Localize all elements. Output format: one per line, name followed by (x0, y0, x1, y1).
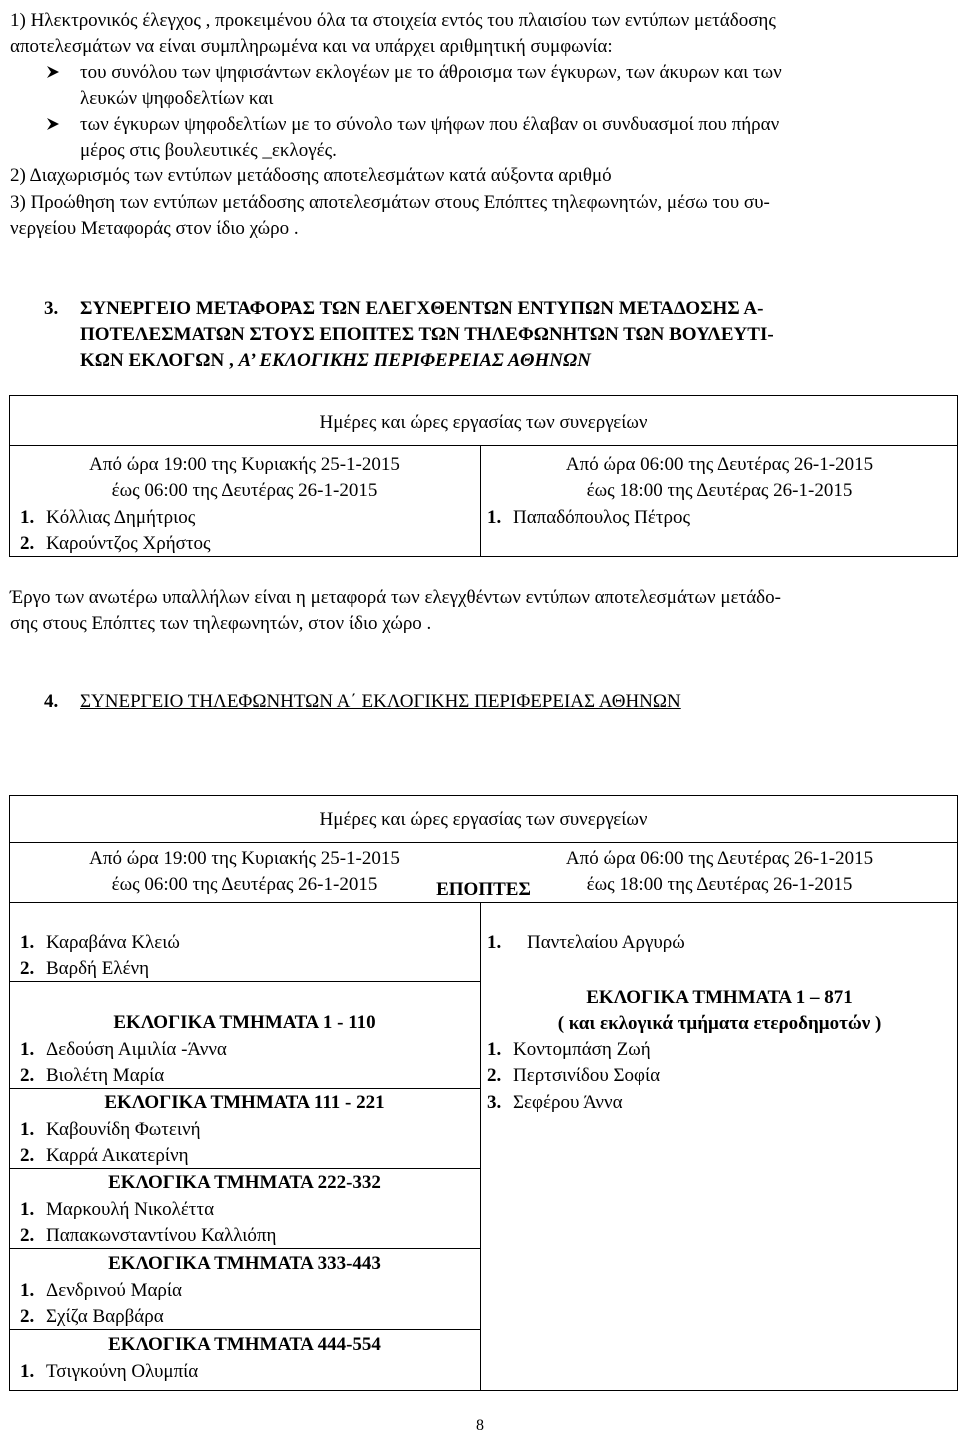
right-group-heading1: ΕΚΛΟΓΙΚΑ ΤΜΗΜΑΤΑ 1 – 871 (586, 987, 853, 1008)
section4-subheader-divider (9, 902, 958, 903)
section3-right-time1: Από ώρα 06:00 της Δευτέρας 26-1-2015 (565, 454, 874, 475)
list-item (20, 505, 195, 530)
person-name: Κοντομπάση Ζωή (513, 1039, 651, 1060)
person-name: Μαρκουλή Νικολέττα (46, 1199, 215, 1220)
list-number: 2. (20, 533, 35, 554)
person-name: Καρρά Αικατερίνη (46, 1145, 189, 1166)
list-item (487, 1063, 660, 1088)
list-item (20, 1063, 164, 1088)
list-number: 1. (20, 932, 35, 953)
left-divider (9, 1329, 480, 1330)
item2: 2) Διαχωρισμός των εντύπων μετάδοσης αποτελεσμάτων κατά αύξοντα αριθμό (10, 165, 612, 186)
left-divider (9, 1248, 480, 1249)
section3-table-header: Ημέρες και ώρες εργασίας των συνεργείων (319, 412, 648, 433)
section4-left-time2: έως 06:00 της Δευτέρας 26-1-2015 (111, 874, 378, 895)
bullet1 (46, 60, 60, 85)
list-item (20, 930, 180, 955)
person-name: Βιολέτη Μαρία (46, 1065, 165, 1086)
bullet1-line1: του συνόλου των ψηφισάντων εκλογέων με το άθροισμα των έγκυρων, των άκυρων και των (80, 62, 782, 83)
person-name: Σχίζα Βαρβάρα (46, 1306, 164, 1327)
section4-right-time1: Από ώρα 06:00 της Δευτέρας 26-1-2015 (565, 848, 874, 869)
section4-table-header: Ημέρες και ώρες εργασίας των συνεργείων (319, 809, 648, 830)
list-item (20, 531, 211, 556)
list-item (20, 1197, 214, 1222)
section4-number: 4. (44, 691, 59, 712)
person-name: Δενδρινού Μαρία (46, 1280, 182, 1301)
section3-title-line3b: Α’ ΕΚΛΟΓΙΚΗΣ ΠΕΡΙΦΕΡΕΙΑΣ ΑΘΗΝΩΝ (238, 350, 591, 371)
list-number: 1. (20, 1361, 35, 1382)
section3-title-line3a: ΚΩΝ ΕΚΛΟΓΩΝ , (80, 350, 239, 371)
section4-left-time1: Από ώρα 19:00 της Κυριακής 25-1-2015 (89, 848, 400, 869)
list-number: 1. (20, 1039, 35, 1060)
page-number: 8 (476, 1417, 484, 1434)
person-name: Σεφέρου Άννα (513, 1092, 623, 1113)
person-name: Καραβάνα Κλειώ (46, 932, 180, 953)
section3-left-time1: Από ώρα 19:00 της Κυριακής 25-1-2015 (89, 454, 400, 475)
group-heading: ΕΚΛΟΓΙΚΑ ΤΜΗΜΑΤΑ 333-443 (108, 1253, 381, 1274)
list-item (20, 1223, 276, 1248)
group-heading: ΕΚΛΟΓΙΚΑ ΤΜΗΜΑΤΑ 111 - 221 (104, 1092, 385, 1113)
section4-title: ΣΥΝΕΡΓΕΙΟ ΤΗΛΕΦΩΝΗΤΩΝ Α΄ ΕΚΛΟΓΙΚΗΣ ΠΕΡΙΦΕΡΕΙΑΣ ΑΘΗΝΩΝ (80, 691, 681, 712)
list-number: 1. (20, 507, 35, 528)
section4-table-divider (9, 842, 958, 843)
section4-table-col-divider (480, 902, 481, 1391)
list-number: 2. (20, 1225, 35, 1246)
person-name: Περτσινίδου Σοφία (513, 1065, 661, 1086)
list-item (487, 1090, 623, 1115)
bullet1-line2: λευκών ψηφοδελτίων και (80, 88, 274, 109)
left-divider (9, 1088, 480, 1089)
list-number: 1. (487, 1039, 502, 1060)
section3-left-time2: έως 06:00 της Δευτέρας 26-1-2015 (111, 480, 378, 501)
supervisors-label: ΕΠΟΠΤΕΣ (436, 879, 531, 900)
item3-line1: 3) Προώθηση των εντύπων μετάδοσης αποτελεσμάτων στους Επόπτες τηλεφωνητών, μέσω του συ- (10, 192, 770, 213)
section3-title-line1: ΣΥΝΕΡΓΕΙΟ ΜΕΤΑΦΟΡΑΣ ΤΩΝ ΕΛΕΓΧΘΕΝΤΩΝ ΕΝΤΥΠΩΝ ΜΕΤΑΔΟΣΗΣ Α- (80, 298, 764, 319)
arrow-bullet-icon (46, 65, 60, 79)
list-item (20, 956, 149, 981)
list-item (20, 1037, 227, 1062)
list-number: 2. (20, 1065, 35, 1086)
list-item (487, 930, 685, 955)
left-divider (9, 981, 480, 982)
list-number: 1. (20, 1119, 35, 1140)
group-heading: ΕΚΛΟΓΙΚΑ ΤΜΗΜΑΤΑ 222-332 (108, 1172, 381, 1193)
person-name: Βαρδή Ελένη (46, 958, 150, 979)
right-group-heading2: ( και εκλογικά τμήματα ετεροδημοτών ) (557, 1013, 882, 1034)
section3-title-line2: ΠΟΤΕΛΕΣΜΑΤΩΝ ΣΤΟΥΣ ΕΠΟΠΤΕΣ ΤΩΝ ΤΗΛΕΦΩΝΗΤΩΝ ΤΩΝ ΒΟΥΛΕΥΤΙ- (80, 324, 774, 345)
note-line2: σης στους Επόπτες των τηλεφωνητών, στον ίδιο χώρο . (10, 613, 432, 634)
person-name: Δεδούση Αιμιλία -Άννα (46, 1039, 227, 1060)
list-number: 2. (20, 958, 35, 979)
list-item (20, 1359, 198, 1384)
list-number: 2. (20, 1306, 35, 1327)
item1-line1: 1) Ηλεκτρονικός έλεγχος , προκειμένου όλα τα στοιχεία εντός του πλαισίου των εντύπων μετάδοσης (10, 10, 776, 31)
section4-right-time2: έως 18:00 της Δευτέρας 26-1-2015 (586, 874, 853, 895)
section3-table-divider (9, 445, 958, 446)
person-name: Παντελαίου Αργυρώ (527, 932, 685, 953)
list-item (20, 1143, 189, 1168)
list-number: 1. (20, 1199, 35, 1220)
person-name: Καβουνίδη Φωτεινή (46, 1119, 201, 1140)
item3-line2: νεργείου Μεταφοράς στον ίδιο χώρο . (10, 218, 299, 239)
person-name: Παπαδόπουλος Πέτρος (513, 507, 691, 528)
person-name: Τσιγκούνη Ολυμπία (46, 1361, 199, 1382)
list-item (487, 1037, 651, 1062)
arrow-bullet-icon (46, 117, 60, 131)
list-number: 2. (20, 1145, 35, 1166)
item1-line2: αποτελεσμάτων να είναι συμπληρωμένα και να υπάρχει αριθμητική συμφωνία: (10, 36, 613, 57)
list-number: 1. (20, 1280, 35, 1301)
list-item (20, 1304, 164, 1329)
section3-number: 3. (44, 298, 59, 319)
note-line1: Έργο των ανωτέρω υπαλλήλων είναι η μεταφορά των ελεγχθέντων εντύπων αποτελεσμάτων μετάδο- (10, 587, 781, 608)
list-item (20, 1117, 201, 1142)
list-item (487, 505, 690, 530)
left-divider (9, 1168, 480, 1169)
list-number: 1. (487, 507, 502, 528)
person-name: Παπακωνσταντίνου Καλλιόπη (46, 1225, 277, 1246)
list-number: 2. (487, 1065, 502, 1086)
list-number: 1. (487, 932, 502, 953)
list-number: 3. (487, 1092, 502, 1113)
group-heading: ΕΚΛΟΓΙΚΑ ΤΜΗΜΑΤΑ 444-554 (108, 1334, 381, 1355)
bullet2-line1: των έγκυρων ψηφοδελτίων με το σύνολο των ψήφων που έλαβαν οι συνδυασμοί που πήραν (80, 114, 780, 135)
person-name: Καρούντζος Χρήστος (46, 533, 211, 554)
person-name: Κόλλιας Δημήτριος (46, 507, 196, 528)
section3-title-line3 (80, 348, 591, 373)
section3-right-time2: έως 18:00 της Δευτέρας 26-1-2015 (586, 480, 853, 501)
group-heading: ΕΚΛΟΓΙΚΑ ΤΜΗΜΑΤΑ 1 - 110 (113, 1012, 376, 1033)
list-item (20, 1278, 182, 1303)
bullet2-line2: μέρος στις βουλευτικές _εκλογές. (80, 140, 337, 161)
bullet2 (46, 112, 60, 137)
